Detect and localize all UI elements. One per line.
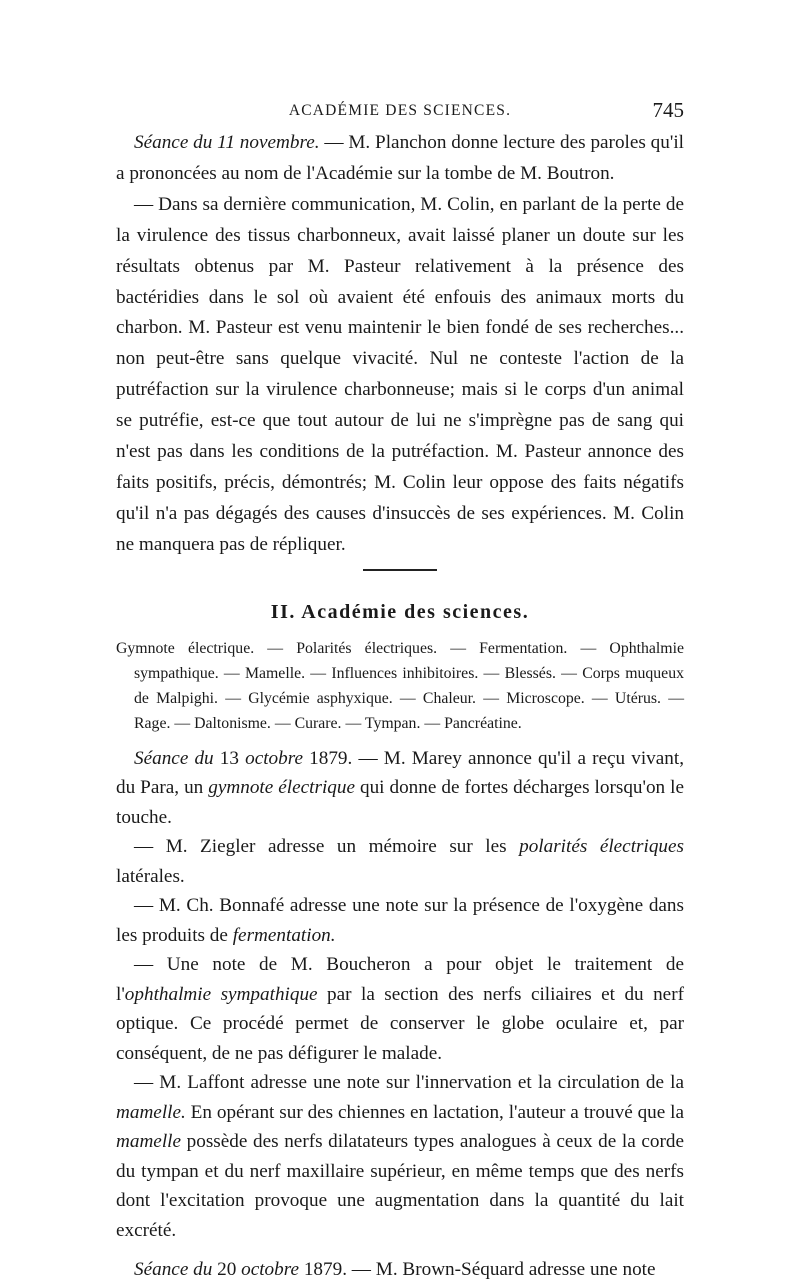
paragraph-text: — M. Laffont adresse une note sur l'innervation et la circulation de la bbox=[134, 1072, 684, 1094]
body-text bbox=[116, 128, 684, 1285]
paragraph-brown-sequard bbox=[116, 1255, 684, 1285]
running-title: ACADÉMIE DES SCIENCES. bbox=[288, 102, 512, 119]
paragraph-marey bbox=[116, 744, 684, 833]
paragraph-text: — M. Planchon donne lecture des paroles qu'il a prononcées au nom de l'Académie sur la tombe de M. Boutron. bbox=[116, 132, 684, 184]
session-date-label: Séance du bbox=[134, 1259, 213, 1281]
section-title: II. Académie des sciences. bbox=[270, 600, 530, 623]
paragraph-text: qui donne de fortes décharges lorsqu'on le touche. bbox=[116, 777, 684, 828]
paragraph-text: — M. Ch. Bonnafé adresse une note sur la présence de l'oxygène dans les produits de bbox=[116, 895, 684, 946]
paragraph-seance-11-novembre bbox=[116, 128, 684, 190]
session-month: octobre bbox=[245, 747, 304, 769]
italic-term: polarités électriques bbox=[519, 836, 685, 858]
paragraph-boucheron bbox=[116, 950, 684, 1068]
italic-term: mamelle. bbox=[116, 1101, 186, 1123]
session-month: octobre bbox=[241, 1259, 300, 1281]
section-divider bbox=[363, 569, 437, 571]
paragraph-text: possède des nerfs dilatateurs types analogues à ceux de la corde du tympan et du nerf maxillaire supérieur, en même temps que des nerfs dont l'excitation provoque une augmentation dans la quantité du lait excrété. bbox=[116, 1131, 684, 1241]
paragraph-colin-pasteur: — Dans sa dernière communication, M. Colin, en parlant de la perte de la virulence des tissus charbonneux, avait laissé planer un doute sur les résultats obtenus par M. Pasteur relativement à la présence des bactéridies dans le sol où avaient été enfouis des animaux morts du charbon. M. Pasteur est venu maintenir le bien fondé de ses recherches... non peut-être sans quelque vivacité. Nul ne conteste l'action de la putréfaction sur la virulence charbonneuse; mais si le corps d'un animal se putréfie, est-ce que tout autour de lui ne s'imprègne pas de sang qui n'est pas dans les conditions de la putréfaction. M. Pasteur annonce des faits positifs, précis, démontrés; M. Colin leur oppose des faits négatifs qu'il n'a pas dégagés des causes d'insuccès de ses expériences. M. Colin ne manquera pas de répliquer. bbox=[116, 193, 684, 555]
paragraph-text: 1879. — M. Marey annonce qu'il a reçu vivant, du Para, un bbox=[116, 747, 684, 799]
paragraph-text: — M. Ziegler adresse un mémoire sur les bbox=[134, 836, 520, 858]
page-number: 745 bbox=[652, 98, 684, 122]
paragraph-text: — Une note de M. Boucheron a pour objet le traitement de l' bbox=[116, 954, 684, 1005]
italic-term: fermentation. bbox=[232, 924, 336, 946]
section-summary: Gymnote électrique. — Polarités électriques. — Fermentation. — Ophthalmie sympathique. — Mamelle. — Influences inhibitoires. — Blessés. — Corps muqueux de Malpighi. — Glycémie asphyxique. — Chaleur. — Microscope. — Utérus. — Rage. — Daltonisme. — Curare. — Tympan. — Pancréatine. bbox=[116, 639, 684, 732]
paragraph-text: par la section des nerfs ciliaires et du nerf optique. Ce procédé permet de conserver le globe oculaire et, par conséquent, de ne pas défigurer le malade. bbox=[116, 983, 684, 1064]
session-day: 20 bbox=[212, 1259, 242, 1281]
paragraph-bonnafe bbox=[116, 891, 684, 950]
paragraph-text: latérales. bbox=[116, 865, 185, 887]
session-date-label: Séance du bbox=[134, 747, 214, 769]
italic-term: ophthalmie sympathique bbox=[124, 983, 318, 1005]
session-day: 13 bbox=[213, 747, 246, 769]
paragraph-text: 1879. — M. Brown-Séquard adresse une note bbox=[299, 1259, 656, 1281]
italic-term: mamelle bbox=[116, 1131, 182, 1153]
paragraph-text: En opérant sur des chiennes en lactation, l'auteur a trouvé que la bbox=[185, 1101, 684, 1123]
running-head bbox=[116, 98, 684, 126]
italic-term: gymnote électrique bbox=[208, 777, 355, 799]
paragraph-ziegler bbox=[116, 832, 684, 891]
paragraph-laffont bbox=[116, 1068, 684, 1245]
session-date-label: Séance du 11 novembre. bbox=[134, 132, 320, 153]
